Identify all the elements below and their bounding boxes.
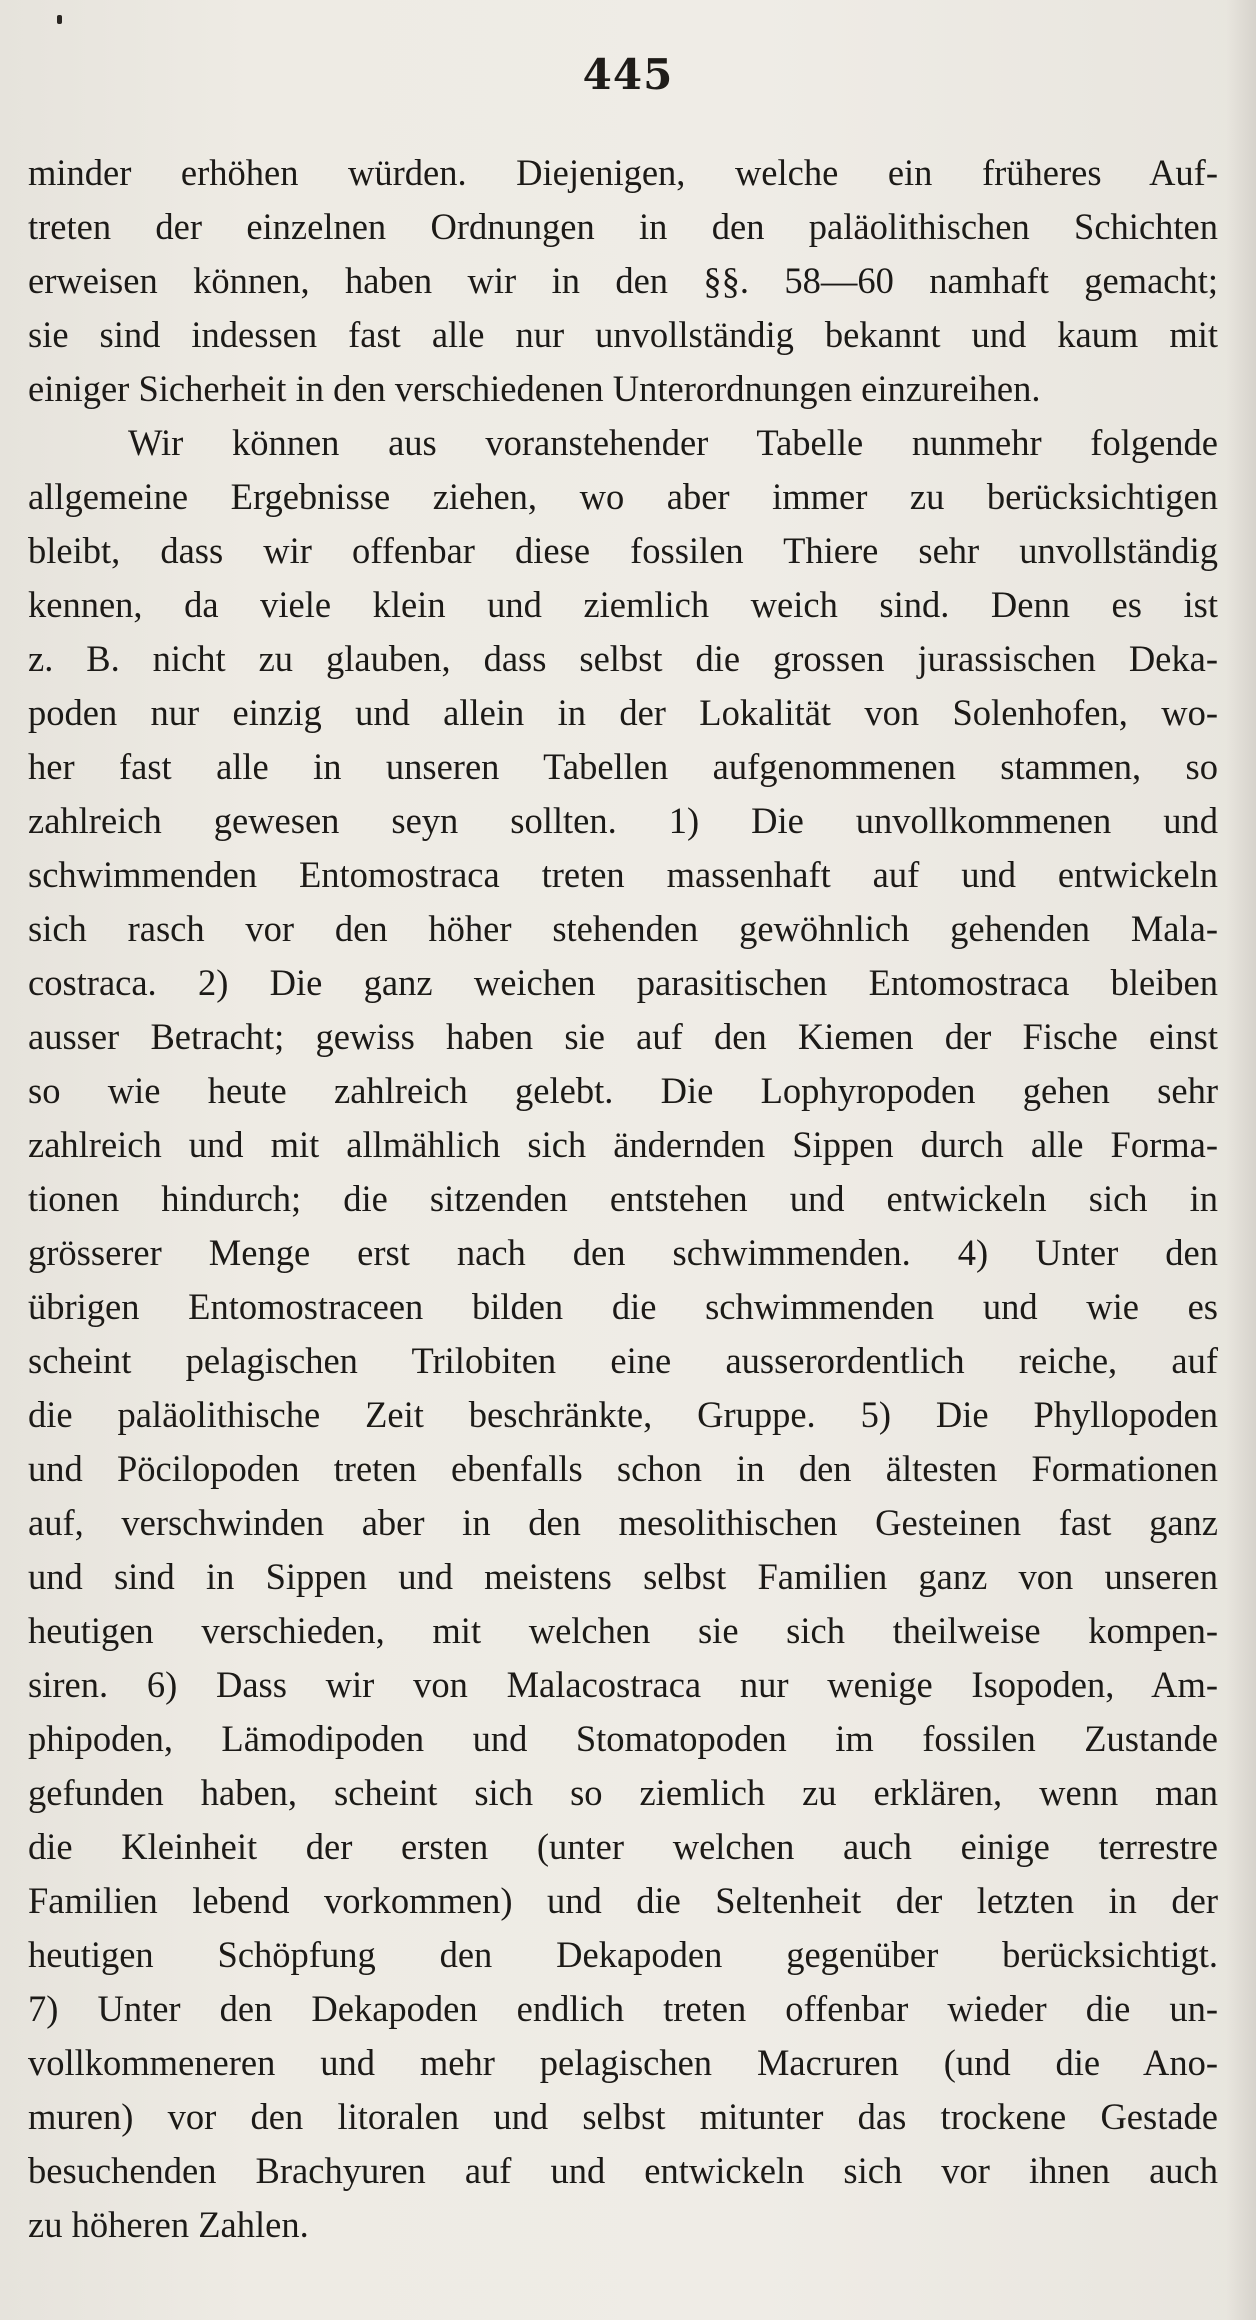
text-line: costraca. 2) Die ganz weichen parasitischen Entomostraca bleiben (28, 962, 1218, 1003)
text-line: sie sind indessen fast alle nur unvollständig bekannt und kaum mit (28, 314, 1218, 355)
page-number: 445 (582, 50, 674, 99)
text-line: sich rasch vor den höher stehenden gewöhnlich gehenden Mala- (28, 908, 1218, 949)
text-line: übrigen Entomostraceen bilden die schwimmenden und wie es (28, 1286, 1218, 1327)
text-line: grösserer Menge erst nach den schwimmenden. 4) Unter den (28, 1232, 1218, 1273)
text-line: heutigen verschieden, mit welchen sie sich theilweise kompen- (28, 1610, 1218, 1651)
text-line: z. B. nicht zu glauben, dass selbst die grossen jurassischen Deka- (28, 638, 1218, 679)
text-line: zahlreich gewesen seyn sollten. 1) Die unvollkommenen und (28, 800, 1218, 841)
text-line: so wie heute zahlreich gelebt. Die Lophyropoden gehen sehr (28, 1070, 1218, 1111)
page-edge-shadow (1226, 0, 1256, 2320)
text-line: auf, verschwinden aber in den mesolithischen Gesteinen fast ganz (28, 1502, 1218, 1543)
text-line: besuchenden Brachyuren auf und entwickeln sich vor ihnen auch (28, 2150, 1218, 2191)
text-line: Wir können aus voranstehender Tabelle nunmehr folgende (128, 422, 1218, 463)
text-line: treten der einzelnen Ordnungen in den paläolithischen Schichten (28, 206, 1218, 247)
text-line: her fast alle in unseren Tabellen aufgenommenen stammen, so (28, 746, 1218, 787)
text-line: 7) Unter den Dekapoden endlich treten offenbar wieder die un- (28, 1988, 1218, 2029)
text-line: kennen, da viele klein und ziemlich weich sind. Denn es ist (28, 584, 1218, 625)
text-line: die Kleinheit der ersten (unter welchen auch einige terrestre (28, 1826, 1218, 1867)
text-line: minder erhöhen würden. Diejenigen, welche ein früheres Auf- (28, 152, 1218, 193)
text-line: zu höheren Zahlen. (28, 2204, 309, 2245)
text-line: erweisen können, haben wir in den §§. 58—60 namhaft gemacht; (28, 260, 1218, 301)
text-line: einiger Sicherheit in den verschiedenen Unterordnungen einzureihen. (28, 368, 1041, 409)
text-line: zahlreich und mit allmählich sich ändernden Sippen durch alle Forma- (28, 1124, 1218, 1165)
text-line: und Pöcilopoden treten ebenfalls schon in den ältesten Formationen (28, 1448, 1218, 1489)
text-line: ausser Betracht; gewiss haben sie auf den Kiemen der Fische einst (28, 1016, 1218, 1057)
text-line: Familien lebend vorkommen) und die Seltenheit der letzten in der (28, 1880, 1218, 1921)
text-line: schwimmenden Entomostraca treten massenhaft auf und entwickeln (28, 854, 1218, 895)
text-line: tionen hindurch; die sitzenden entstehen und entwickeln sich in (28, 1178, 1218, 1219)
text-line: heutigen Schöpfung den Dekapoden gegenüber berücksichtigt. (28, 1934, 1218, 1975)
text-line: bleibt, dass wir offenbar diese fossilen Thiere sehr unvollständig (28, 530, 1218, 571)
text-line: und sind in Sippen und meistens selbst Familien ganz von unseren (28, 1556, 1218, 1597)
text-line: phipoden, Lämodipoden und Stomatopoden im fossilen Zustande (28, 1718, 1218, 1759)
print-mark (57, 15, 62, 24)
text-line: scheint pelagischen Trilobiten eine ausserordentlich reiche, auf (28, 1340, 1218, 1381)
text-line: muren) vor den litoralen und selbst mitunter das trockene Gestade (28, 2096, 1218, 2137)
text-line: allgemeine Ergebnisse ziehen, wo aber immer zu berücksichtigen (28, 476, 1218, 517)
text-line: die paläolithische Zeit beschränkte, Gruppe. 5) Die Phyllopoden (28, 1394, 1218, 1435)
text-line: siren. 6) Dass wir von Malacostraca nur wenige Isopoden, Am- (28, 1664, 1218, 1705)
text-line: gefunden haben, scheint sich so ziemlich zu erklären, wenn man (28, 1772, 1218, 1813)
text-line: vollkommeneren und mehr pelagischen Macruren (und die Ano- (28, 2042, 1218, 2083)
text-line: poden nur einzig und allein in der Lokalität von Solenhofen, wo- (28, 692, 1218, 733)
body-text (28, 146, 1218, 2252)
